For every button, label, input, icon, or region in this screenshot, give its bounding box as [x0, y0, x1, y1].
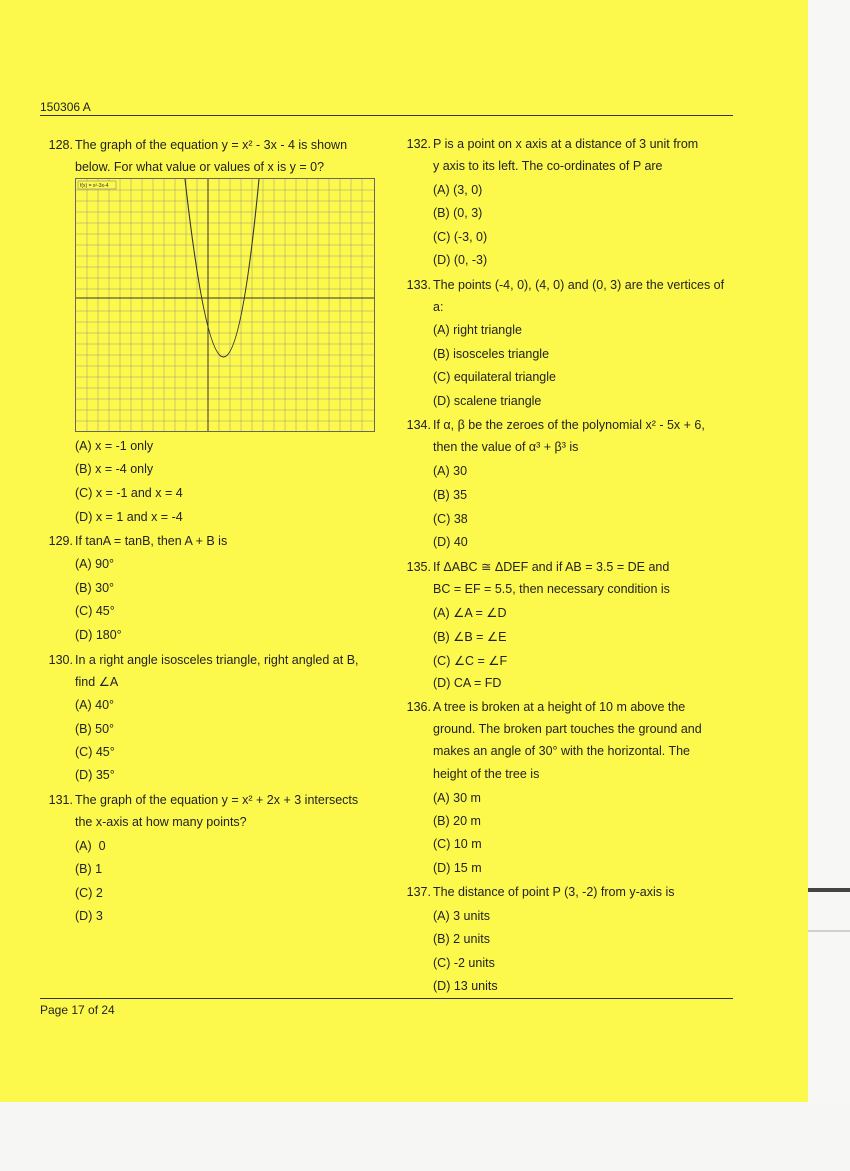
option-c: (C) 2	[75, 886, 103, 900]
option-b: (B) ∠B = ∠E	[433, 630, 507, 644]
option-c: (C) x = -1 and x = 4	[75, 486, 183, 500]
option-b: (B) 35	[433, 488, 468, 502]
question-text: If α, β be the zeroes of the polynomial x² - 5x + 6,	[433, 418, 705, 432]
question-text: If tanA = tanB, then A + B is	[75, 534, 228, 548]
question-number: 134.	[406, 418, 431, 432]
question-number: 133.	[406, 278, 431, 292]
question-text: then the value of α³ + β³ is	[433, 440, 579, 454]
option-a: (A) 3 units	[433, 909, 490, 923]
option-b: (B) 30°	[75, 581, 115, 595]
option-d: (D) scalene triangle	[433, 394, 542, 408]
option-d: (D) 35°	[75, 768, 115, 782]
question-text: P is a point on x axis at a distance of 3 unit from	[433, 137, 699, 151]
scan-bottom-margin	[0, 1102, 850, 1171]
page-number: Page 17 of 24	[40, 1003, 115, 1017]
paper-code: 150306 A	[40, 100, 91, 114]
question-number: 136.	[406, 700, 431, 714]
question-text: ground. The broken part touches the ground and	[433, 722, 702, 736]
option-c: (C) ∠C = ∠F	[433, 654, 508, 668]
question-text: In a right angle isosceles triangle, right angled at B,	[75, 653, 359, 667]
option-c: (C) 45°	[75, 745, 115, 759]
grid-lines	[76, 179, 374, 431]
option-a: (A) 0	[75, 839, 106, 853]
option-c: (C) 45°	[75, 604, 115, 618]
option-a: (A) right triangle	[433, 323, 522, 337]
question-number: 130.	[48, 653, 73, 667]
option-d: (D) CA = FD	[433, 676, 502, 690]
option-a: (A) 30 m	[433, 791, 481, 805]
option-a: (A) 40°	[75, 698, 115, 712]
option-c: (C) 38	[433, 512, 468, 526]
question-number: 131.	[48, 793, 73, 807]
option-a: (A) 30	[433, 464, 468, 478]
question-number: 128.	[48, 138, 73, 152]
option-d: (D) 15 m	[433, 861, 482, 875]
scan-shadow	[808, 888, 850, 892]
option-c: (C) 10 m	[433, 837, 482, 851]
parabola-graph	[75, 178, 375, 432]
question-text: find ∠A	[75, 675, 119, 689]
option-a: (A) x = -1 only	[75, 439, 154, 453]
legend-text: f(x) = x²-3x-4	[80, 183, 109, 189]
question-text: a:	[433, 300, 444, 314]
option-a: (A) 90°	[75, 557, 115, 571]
question-text: A tree is broken at a height of 10 m above the	[433, 700, 686, 714]
option-d: (D) 180°	[75, 628, 122, 642]
option-b: (B) x = -4 only	[75, 462, 154, 476]
question-text: The points (-4, 0), (4, 0) and (0, 3) are the vertices of	[433, 278, 725, 292]
option-b: (B) (0, 3)	[433, 206, 483, 220]
question-text: The graph of the equation y = x² + 2x + 3 intersects	[75, 793, 359, 807]
option-d: (D) 3	[75, 909, 103, 923]
graph-svg	[76, 179, 374, 431]
option-d: (D) (0, -3)	[433, 253, 488, 267]
option-d: (D) x = 1 and x = -4	[75, 510, 183, 524]
question-text: The distance of point P (3, -2) from y-axis is	[433, 885, 675, 899]
question-text: the x-axis at how many points?	[75, 815, 247, 829]
question-number: 129.	[48, 534, 73, 548]
question-text: The graph of the equation y = x² - 3x - 4 is shown	[75, 138, 348, 152]
option-a: (A) ∠A = ∠D	[433, 606, 507, 620]
question-text: BC = EF = 5.5, then necessary condition is	[433, 582, 670, 596]
parabola-curve	[185, 179, 259, 357]
scan-margin	[808, 0, 850, 1171]
option-b: (B) 20 m	[433, 814, 481, 828]
question-number: 132.	[406, 137, 431, 151]
question-text: height of the tree is	[433, 767, 540, 781]
question-number: 137.	[406, 885, 431, 899]
scan-line	[808, 930, 850, 932]
option-b: (B) isosceles triangle	[433, 347, 550, 361]
footer-rule	[40, 998, 733, 999]
option-b: (B) 1	[75, 862, 103, 876]
option-d: (D) 40	[433, 535, 468, 549]
option-c: (C) (-3, 0)	[433, 230, 488, 244]
question-text: If ΔABC ≅ ΔDEF and if AB = 3.5 = DE and	[433, 560, 670, 574]
question-number: 135.	[406, 560, 431, 574]
question-text: y axis to its left. The co-ordinates of P are	[433, 159, 663, 173]
option-c: (C) -2 units	[433, 956, 495, 970]
question-text: below. For what value or values of x is y = 0?	[75, 160, 325, 174]
option-b: (B) 50°	[75, 722, 115, 736]
option-c: (C) equilateral triangle	[433, 370, 556, 384]
option-d: (D) 13 units	[433, 979, 498, 993]
question-text: makes an angle of 30° with the horizontal. The	[433, 744, 691, 758]
option-b: (B) 2 units	[433, 932, 490, 946]
header-rule	[40, 115, 733, 116]
option-a: (A) (3, 0)	[433, 183, 483, 197]
